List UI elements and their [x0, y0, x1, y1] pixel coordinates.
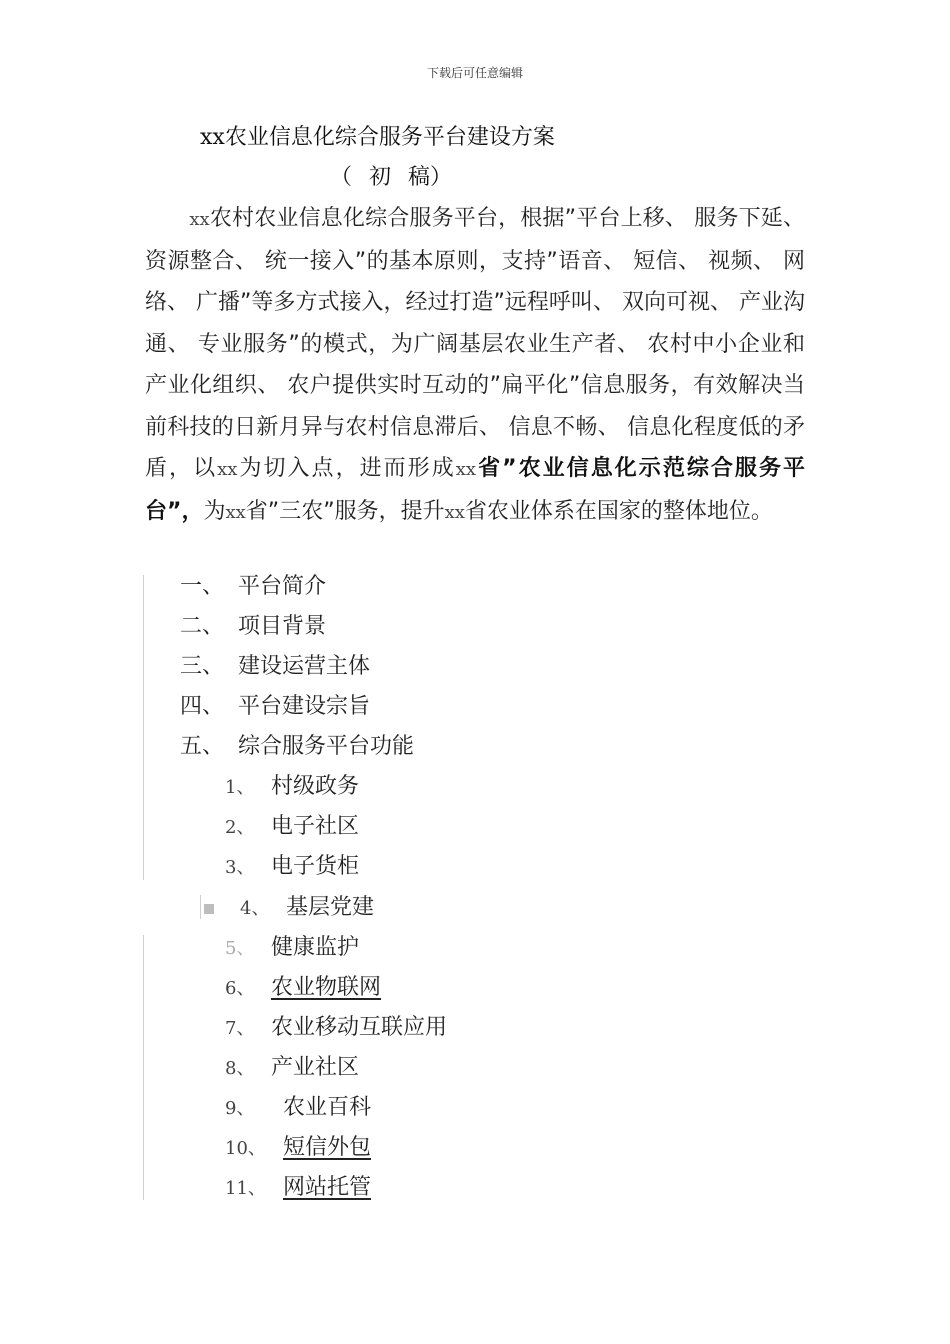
title-prefix: xx: [200, 125, 225, 150]
section-label: 综合服务平台功能: [238, 734, 415, 759]
subsection-label: 农业移动互联应用: [271, 1015, 448, 1040]
intro-text-e: 省农业体系在国家的整体地位。: [464, 498, 773, 524]
subsection-number: 1、: [225, 777, 255, 798]
subsection-number: 5、: [225, 938, 255, 959]
subsection-item: [240, 888, 374, 928]
intro-text-c: 为: [203, 498, 226, 524]
intro-text-d: 省”三农”服务，提升: [245, 498, 445, 524]
subsection-number: 2、: [225, 817, 255, 838]
intro-lat-1: xx: [189, 209, 210, 230]
subsection-label: 产业社区: [271, 1055, 360, 1080]
revision-bar-bottom: [143, 935, 144, 1200]
subsection-label: 农业百科: [283, 1095, 372, 1120]
section-label: 平台建设宗旨: [238, 694, 371, 719]
subsection-number: 7、: [225, 1018, 255, 1039]
section-item: [180, 567, 326, 607]
subsection-item: [225, 928, 359, 968]
subsection-label: 基层党建: [286, 895, 375, 920]
section-number: 五、: [180, 734, 225, 759]
section-number: 一、: [180, 574, 225, 599]
subsection-number: 9、: [225, 1098, 255, 1119]
subsection-item: [225, 767, 359, 807]
intro-paragraph: [145, 198, 805, 533]
subsection-label: 电子货柜: [271, 854, 360, 879]
intro-lat-2: xx: [217, 459, 238, 480]
section-label: 建设运营主体: [238, 654, 371, 679]
section-item: [180, 647, 370, 687]
document-title: [200, 120, 555, 151]
intro-text-a: 农村农业信息化综合服务平台，根据”平台上移、 服务下延、 资源整合、 统一接入”的基本原则，支持”语音、 短信、 视频、 网络、 广播”等多方式接入，经过打造”远程呼叫、 双向可视、 产业沟通、 专业服务”的模式，为广阔基层农业生产者、 农村中小企业和产业化组织、 农户提供实时互动的”扁平化”信息服务，有效解决当前科技的日新月异与农村信息滞后、 信息不畅、 信息化程度低的矛盾，以: [145, 206, 805, 481]
subsection-number: 6、: [225, 978, 255, 999]
subsection-label: 网站托管: [283, 1175, 372, 1200]
page-header: 下载后可任意编辑: [426, 66, 523, 80]
section-number: 三、: [180, 654, 225, 679]
intro-lat-5: xx: [444, 501, 465, 523]
revision-square-icon: [204, 904, 214, 914]
document-subtitle: （ 初 稿）: [330, 165, 452, 190]
subsection-item: [225, 968, 381, 1008]
subsection-item: [225, 1048, 359, 1088]
subsection-label: 电子社区: [271, 814, 360, 839]
subsection-label: 农业物联网: [271, 975, 382, 1000]
intro-text-b: 为切入点，进而形成: [237, 456, 456, 481]
subsection-item: [225, 1008, 447, 1048]
title-main: 农业信息化综合服务平台建设方案: [224, 125, 555, 150]
subsection-number: 4、: [240, 898, 270, 919]
section-item: [180, 727, 414, 767]
intro-lat-3: xx: [455, 459, 477, 480]
subsection-number: 11、: [225, 1178, 266, 1199]
section-number: 二、: [180, 614, 225, 639]
section-label: 项目背景: [238, 614, 327, 639]
subsection-item: [225, 847, 359, 887]
subsection-item: [225, 1168, 371, 1208]
subsection-item: [225, 1088, 371, 1128]
subsection-item: [225, 1128, 371, 1168]
intro-bold: 省”农业信息化示范综合服务平台”，: [145, 456, 805, 524]
subsection-number: 8、: [225, 1058, 255, 1079]
section-item: [180, 687, 370, 727]
subsection-label: 短信外包: [283, 1135, 372, 1160]
section-number: 四、: [180, 694, 225, 719]
revision-bar-marker: [200, 895, 201, 919]
subsection-label: 村级政务: [271, 774, 360, 799]
section-item: [180, 607, 326, 647]
subsection-number: 10、: [225, 1138, 266, 1159]
subsection-number: 3、: [225, 857, 255, 878]
subsection-label: 健康监护: [271, 935, 360, 960]
intro-lat-4: xx: [225, 501, 246, 523]
revision-bar-top: [143, 575, 144, 880]
section-label: 平台简介: [238, 574, 327, 599]
subsection-item: [225, 807, 359, 847]
